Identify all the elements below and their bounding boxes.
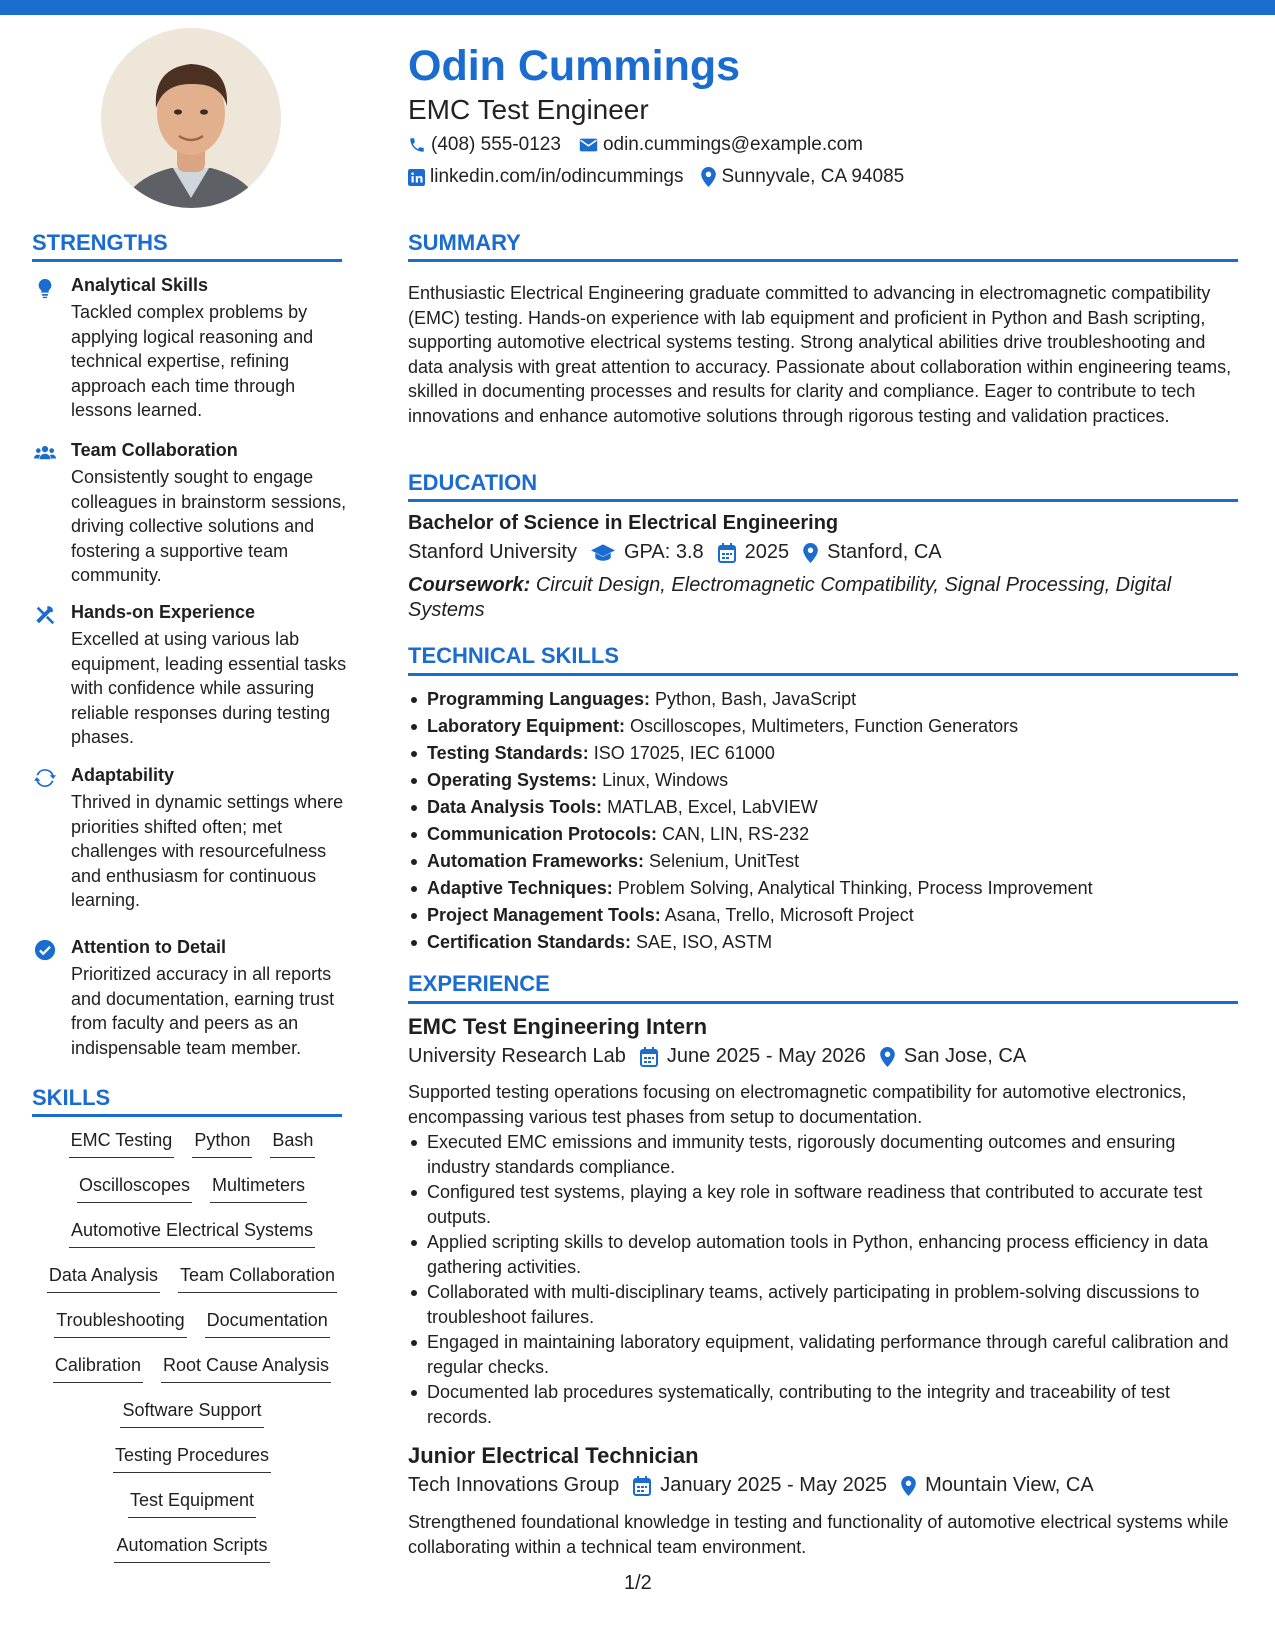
strengths-rule bbox=[32, 259, 342, 262]
phone-text: (408) 555-0123 bbox=[431, 134, 561, 155]
gpa-text: GPA: 3.8 bbox=[623, 541, 704, 563]
job-bullet: Collaborated with multi-disciplinary teams, actively participating in problem-solving discussions to troubleshoot failures. bbox=[408, 1280, 1238, 1329]
school-text: Stanford University bbox=[408, 541, 577, 563]
email-text: odin.cummings@example.com bbox=[602, 134, 863, 155]
technical-skill-value: CAN, LIN, RS-232 bbox=[662, 824, 810, 844]
education-rule bbox=[408, 499, 1238, 502]
technical-skill-item bbox=[408, 849, 1238, 876]
strength-desc: Consistently sought to engage colleagues in brainstorm sessions, driving collective solutions and fostering a supportive team community. bbox=[71, 467, 347, 585]
skills-heading: SKILLS bbox=[32, 1085, 111, 1110]
technical-skill-item bbox=[408, 768, 1238, 795]
strength-title: Team Collaboration bbox=[71, 440, 238, 460]
company-text: University Research Lab bbox=[408, 1045, 626, 1067]
grad-year bbox=[718, 541, 790, 564]
skills-list bbox=[32, 1130, 352, 1580]
users-icon bbox=[34, 442, 56, 464]
technical-skill-value: Problem Solving, Analytical Thinking, Process Improvement bbox=[617, 878, 1093, 898]
skill-chip: Automotive Electrical Systems bbox=[69, 1220, 315, 1248]
map-pin-icon bbox=[701, 167, 716, 187]
job-location bbox=[880, 1045, 1026, 1068]
job-dates-text: January 2025 - May 2025 bbox=[660, 1474, 888, 1496]
gpa bbox=[591, 541, 704, 564]
skill-row bbox=[32, 1355, 352, 1400]
lightbulb-icon bbox=[34, 277, 56, 299]
skill-chip: Documentation bbox=[205, 1310, 330, 1338]
company bbox=[408, 1474, 619, 1497]
skill-row bbox=[32, 1130, 352, 1175]
technical-skill-label: Automation Frameworks: bbox=[427, 851, 645, 871]
map-pin-icon bbox=[880, 1047, 895, 1067]
map-pin-icon bbox=[901, 1476, 916, 1496]
skill-row bbox=[32, 1445, 352, 1490]
strength-desc: Tackled complex problems by applying logical reasoning and technical expertise, refining approach each time through lessons learned. bbox=[71, 302, 314, 420]
technical-skill-label: Programming Languages: bbox=[427, 689, 651, 709]
skill-chip: Oscilloscopes bbox=[77, 1175, 192, 1203]
education-heading: EDUCATION bbox=[408, 470, 538, 495]
technical-skill-item bbox=[408, 876, 1238, 903]
technical-skill-item bbox=[408, 822, 1238, 849]
job-title: Junior Electrical Technician bbox=[408, 1443, 699, 1468]
summary-text: Enthusiastic Electrical Engineering graduate committed to advancing in electromagnetic compatibility (EMC) testing. Hands-on experience with lab equipment and proficient in Python and Bash scripting, supporting automotive electrical systems testing. Strong analytical abilities drive troubleshooting and data analysis with great attention to accuracy. Passionate about collaboration within engineering teams, skilled in documenting processes and results for clarity and compliance. Eager to contribute to tech innovations and enhance automotive solutions through rigorous testing and validation practices. bbox=[408, 283, 1232, 426]
company-text: Tech Innovations Group bbox=[408, 1474, 620, 1496]
skill-chip: EMC Testing bbox=[69, 1130, 175, 1158]
job-location-text: San Jose, CA bbox=[903, 1045, 1027, 1067]
job-description: Strengthened foundational knowledge in testing and functionality of automotive electrical systems while collaborating within a technical team environment. bbox=[408, 1512, 1229, 1557]
strength-title: Analytical Skills bbox=[71, 275, 209, 295]
coursework-label: Coursework: bbox=[408, 574, 531, 596]
sync-icon bbox=[34, 767, 56, 789]
strength-desc: Thrived in dynamic settings where priorities shifted often; met challenges with resourcefulness and enthusiasm for continuous learning. bbox=[71, 792, 344, 910]
skill-chip: Bash bbox=[270, 1130, 315, 1158]
skill-chip: Troubleshooting bbox=[54, 1310, 186, 1338]
experience-rule bbox=[408, 1001, 1238, 1004]
skill-row bbox=[32, 1175, 352, 1220]
location-text: Sunnyvale, CA 94085 bbox=[721, 166, 905, 187]
technical-skill-item bbox=[408, 687, 1238, 714]
technical-skill-value: MATLAB, Excel, LabVIEW bbox=[607, 797, 818, 817]
technical-skill-label: Testing Standards: bbox=[427, 743, 589, 763]
job-dates bbox=[640, 1045, 866, 1068]
strength-title: Attention to Detail bbox=[71, 937, 226, 957]
job-meta bbox=[408, 1474, 1108, 1497]
technical-skill-label: Laboratory Equipment: bbox=[427, 716, 626, 736]
technical-skill-value: SAE, ISO, ASTM bbox=[636, 932, 773, 952]
skill-chip: Root Cause Analysis bbox=[161, 1355, 331, 1383]
linkedin-icon bbox=[408, 169, 425, 186]
job-bullet: Configured test systems, playing a key role in software readiness that contributed to accurate test outputs. bbox=[408, 1180, 1238, 1229]
skill-chip: Software Support bbox=[120, 1400, 263, 1428]
job-location-text: Mountain View, CA bbox=[925, 1474, 1094, 1496]
check-circle-icon bbox=[34, 939, 56, 961]
job-bullets bbox=[408, 1130, 1238, 1430]
school-location bbox=[803, 541, 942, 564]
job-bullet: Executed EMC emissions and immunity tests, rigorously documenting outcomes and ensuring industry standards compliance. bbox=[408, 1130, 1238, 1179]
experience-heading: EXPERIENCE bbox=[408, 971, 550, 996]
technical-skill-label: Operating Systems: bbox=[427, 770, 598, 790]
job-bullet: Applied scripting skills to develop automation tools in Python, enhancing process efficiency in data gathering activities. bbox=[408, 1230, 1238, 1279]
coursework bbox=[408, 573, 1208, 623]
skill-row bbox=[32, 1535, 352, 1580]
job-location bbox=[901, 1474, 1094, 1497]
technical-skill-item bbox=[408, 714, 1238, 741]
job-bullet: Documented lab procedures systematically, contributing to the integrity and traceability of test records. bbox=[408, 1380, 1238, 1429]
technical-skill-label: Project Management Tools: bbox=[427, 905, 661, 925]
graduation-cap-icon bbox=[591, 544, 615, 562]
technical-skill-value: Selenium, UnitTest bbox=[649, 851, 800, 871]
skill-chip: Test Equipment bbox=[128, 1490, 256, 1518]
education-meta bbox=[408, 541, 956, 564]
technical-skills-heading: TECHNICAL SKILLS bbox=[408, 643, 620, 668]
technical-skill-label: Adaptive Techniques: bbox=[427, 878, 613, 898]
page-number: 1/2 bbox=[624, 1572, 652, 1594]
technical-skill-item bbox=[408, 930, 1238, 957]
company bbox=[408, 1045, 626, 1068]
technical-skill-value: Linux, Windows bbox=[602, 770, 729, 790]
linkedin-contact[interactable] bbox=[408, 166, 683, 188]
technical-skill-value: ISO 17025, IEC 61000 bbox=[593, 743, 775, 763]
skill-row bbox=[32, 1400, 352, 1445]
year-text: 2025 bbox=[744, 541, 790, 563]
school-name bbox=[408, 541, 577, 564]
calendar-icon bbox=[633, 1476, 651, 1496]
contact-row-2 bbox=[408, 166, 922, 188]
job-dates-text: June 2025 - May 2026 bbox=[666, 1045, 866, 1067]
technical-skill-value: Python, Bash, JavaScript bbox=[655, 689, 857, 709]
job-bullet: Engaged in maintaining laboratory equipment, validating performance through careful calibration and regular checks. bbox=[408, 1330, 1238, 1379]
skill-chip: Automation Scripts bbox=[114, 1535, 269, 1563]
skills-rule bbox=[32, 1114, 342, 1117]
job-title: EMC Test Engineering Intern bbox=[408, 1014, 708, 1039]
technical-skill-label: Data Analysis Tools: bbox=[427, 797, 603, 817]
top-accent-bar bbox=[0, 0, 1275, 15]
job-meta bbox=[408, 1045, 1040, 1068]
email-contact[interactable] bbox=[579, 134, 863, 156]
technical-skill-item bbox=[408, 741, 1238, 768]
summary-heading: SUMMARY bbox=[408, 230, 521, 255]
technical-skills-rule bbox=[408, 673, 1238, 676]
profile-photo bbox=[101, 28, 281, 208]
strength-title: Hands-on Experience bbox=[71, 602, 256, 622]
technical-skill-value: Oscilloscopes, Multimeters, Function Generators bbox=[630, 716, 1019, 736]
technical-skill-value: Asana, Trello, Microsoft Project bbox=[664, 905, 914, 925]
phone-contact[interactable] bbox=[408, 134, 561, 156]
location-contact bbox=[701, 166, 904, 188]
technical-skill-item bbox=[408, 795, 1238, 822]
skill-chip: Multimeters bbox=[210, 1175, 307, 1203]
tools-icon bbox=[34, 604, 56, 626]
degree: Bachelor of Science in Electrical Engineering bbox=[408, 512, 839, 534]
phone-icon bbox=[408, 136, 426, 154]
candidate-title: EMC Test Engineer bbox=[408, 94, 649, 125]
skill-row bbox=[32, 1490, 352, 1535]
skill-chip: Team Collaboration bbox=[178, 1265, 337, 1293]
summary-rule bbox=[408, 259, 1238, 262]
school-location-text: Stanford, CA bbox=[827, 541, 942, 563]
strength-desc: Prioritized accuracy in all reports and documentation, earning trust from faculty and peers as an indispensable team member. bbox=[71, 964, 335, 1058]
strength-desc: Excelled at using various lab equipment, leading essential tasks with confidence while assuring reliable responses during testing phases. bbox=[71, 629, 347, 747]
job-description: Supported testing operations focusing on electromagnetic compatibility for automotive electronics, encompassing various test phases from setup to documentation. bbox=[408, 1082, 1187, 1127]
strengths-heading: STRENGTHS bbox=[32, 230, 168, 255]
map-pin-icon bbox=[803, 543, 818, 563]
coursework-text: Circuit Design, Electromagnetic Compatibility, Signal Processing, Digital Systems bbox=[408, 574, 1172, 621]
linkedin-text: linkedin.com/in/odincummings bbox=[430, 166, 684, 187]
skill-chip: Python bbox=[192, 1130, 252, 1158]
strength-title: Adaptability bbox=[71, 765, 175, 785]
skill-chip: Calibration bbox=[53, 1355, 143, 1383]
contact-row-1 bbox=[408, 134, 881, 156]
envelope-icon bbox=[579, 137, 598, 153]
job-dates bbox=[633, 1474, 887, 1497]
skill-chip: Testing Procedures bbox=[113, 1445, 271, 1473]
technical-skill-item bbox=[408, 903, 1238, 930]
skill-row bbox=[32, 1220, 352, 1265]
calendar-icon bbox=[718, 543, 736, 563]
technical-skill-label: Certification Standards: bbox=[427, 932, 632, 952]
calendar-icon bbox=[640, 1047, 658, 1067]
candidate-name: Odin Cummings bbox=[408, 42, 741, 90]
technical-skills-list bbox=[408, 687, 1238, 957]
skill-chip: Data Analysis bbox=[47, 1265, 160, 1293]
skill-row bbox=[32, 1265, 352, 1310]
technical-skill-label: Communication Protocols: bbox=[427, 824, 658, 844]
skill-row bbox=[32, 1310, 352, 1355]
